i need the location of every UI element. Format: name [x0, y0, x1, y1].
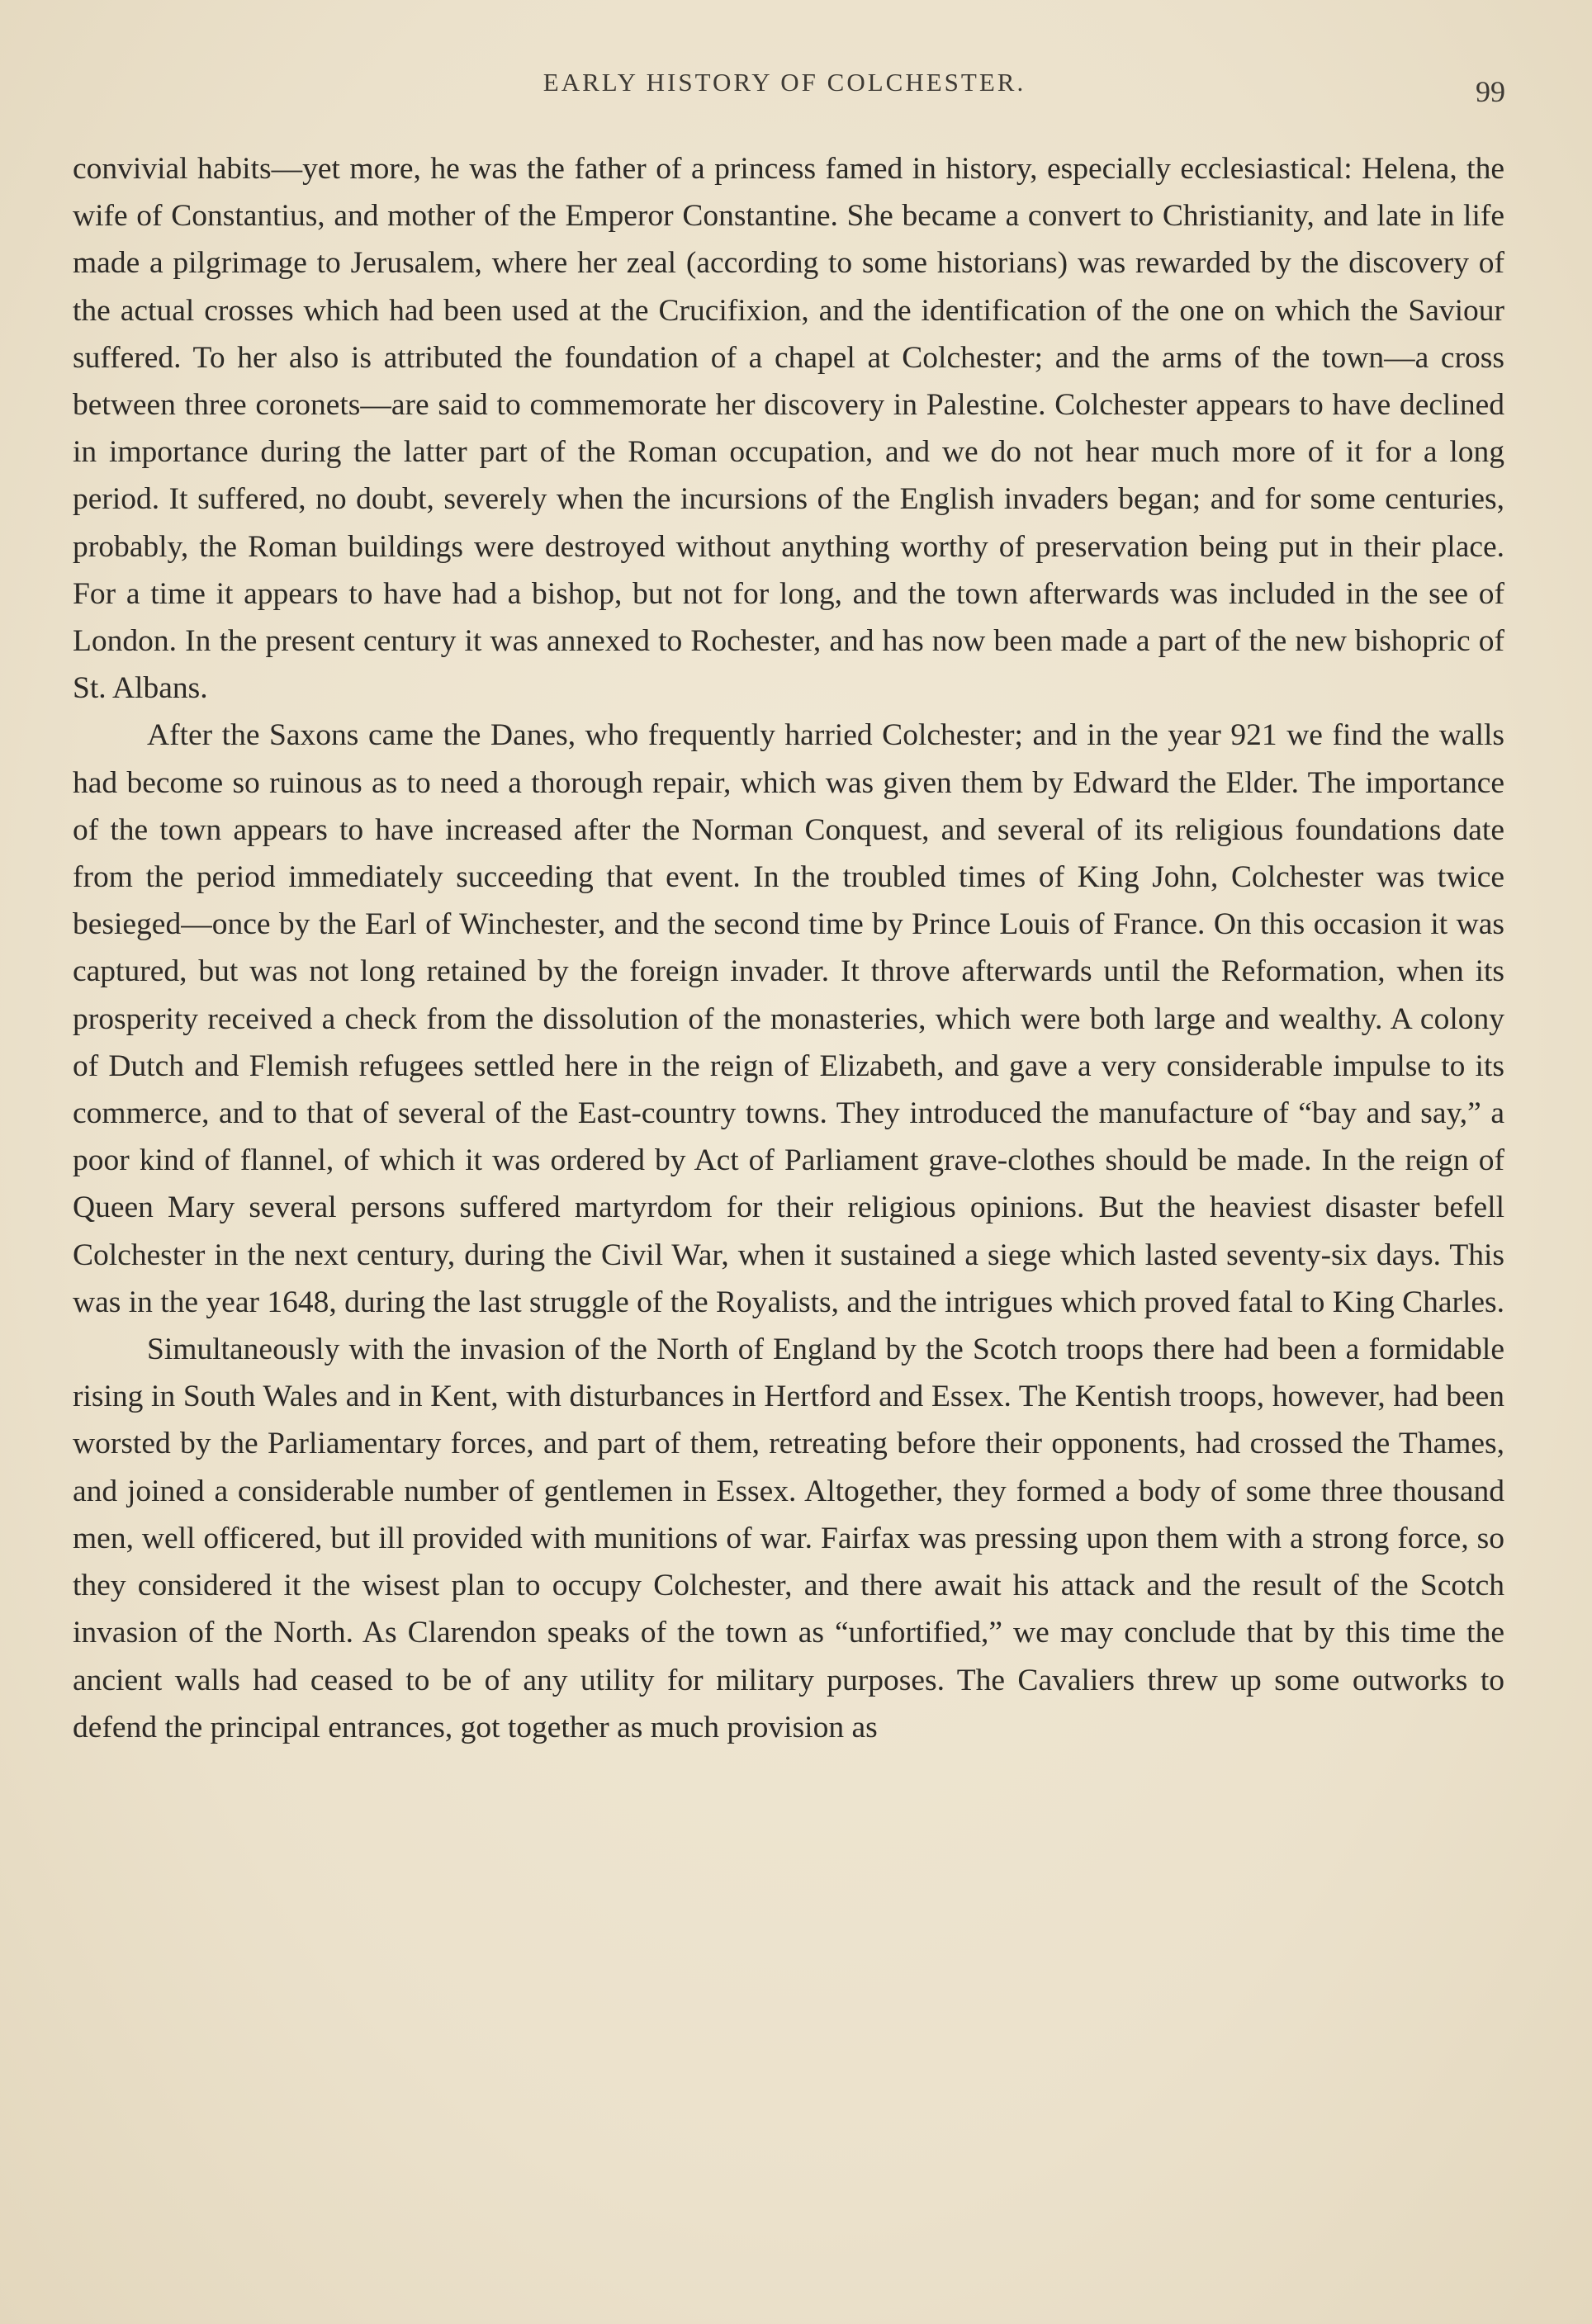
page-number: 99 [1476, 75, 1505, 108]
body-text [73, 145, 1504, 1751]
paragraph-continued: convivial habits—yet more, he was the father of a princess famed in history, especially ecclesiastical: Helena, the wife of Constantius, and mother of the Emperor Constantine. She became a convert to Christianity, and late in life made a pilgrimage to Jerusalem, where her zeal (according to some historians) was rewarded by the discovery of the actual crosses which had been used at the Crucifixion, and the identification of the one on which the Saviour suffered. To her also is attributed the foundation of a chapel at Colchester; and the arms of the town—a cross between three coronets—are said to commemorate her discovery in Palestine. Colchester appears to have declined in importance during the latter part of the Roman occupation, and we do not hear much more of it for a long period. It suffered, no doubt, severely when the incursions of the English invaders began; and for some centuries, probably, the Roman buildings were destroyed without anything worthy of preservation being put in their place. For a time it appears to have had a bishop, but not for long, and the town afterwards was included in the see of London. In the present century it was annexed to Rochester, and has now been made a part of the new bishopric of St. Albans. [73, 152, 1504, 706]
running-title: EARLY HISTORY OF COLCHESTER. [543, 68, 1026, 97]
paragraph-siege: Simultaneously with the invasion of the North of England by the Scotch troops there had been a formidable rising in South Wales and in Kent, with disturbances in Hertford and Essex. The Kentish troops, however, had been worsted by the Parliamentary forces, and part of them, retreating before their opponents, had crossed the Thames, and joined a considerable number of gentlemen in Essex. Altogether, they formed a body of some three thousand men, well officered, but ill provided with munitions of war. Fairfax was pressing upon them with a strong force, so they considered it the wisest plan to occupy Colchester, and there await his attack and the result of the Scotch invasion of the North. As Clarendon speaks of the town as “unfortified,” we may conclude that by this time the ancient walls had ceased to be of any utility for military purposes. The Cavaliers threw up some outworks to defend the principal entrances, got together as much provision as [73, 1332, 1504, 1744]
paragraph-saxons-danes: After the Saxons came the Danes, who frequently harried Colchester; and in the year 921 we find the walls had become so ruinous as to need a thorough repair, which was given them by Edward the Elder. The importance of the town appears to have increased after the Norman Conquest, and several of its religious foundations date from the period immediately succeeding that event. In the troubled times of King John, Colchester was twice besieged—once by the Earl of Winchester, and the second time by Prince Louis of France. On this occasion it was captured, but was not long retained by the foreign invader. It throve afterwards until the Reformation, when its prosperity received a check from the dissolution of the monasteries, which were both large and wealthy. A colony of Dutch and Flemish refugees settled here in the reign of Elizabeth, and gave a very considerable impulse to its commerce, and to that of several of the East-country towns. They introduced the manufacture of “bay and say,” a poor kind of flannel, of which it was ordered by Act of Parliament grave-clothes should be made. In the reign of Queen Mary several persons suffered martyrdom for their religious opinions. But the heaviest disaster befell Colchester in the next century, during the Civil War, when it sustained a siege which lasted seventy-six days. This was in the year 1648, during the last struggle of the Royalists, and the intrigues which proved fatal to King Charles. [73, 718, 1505, 1319]
